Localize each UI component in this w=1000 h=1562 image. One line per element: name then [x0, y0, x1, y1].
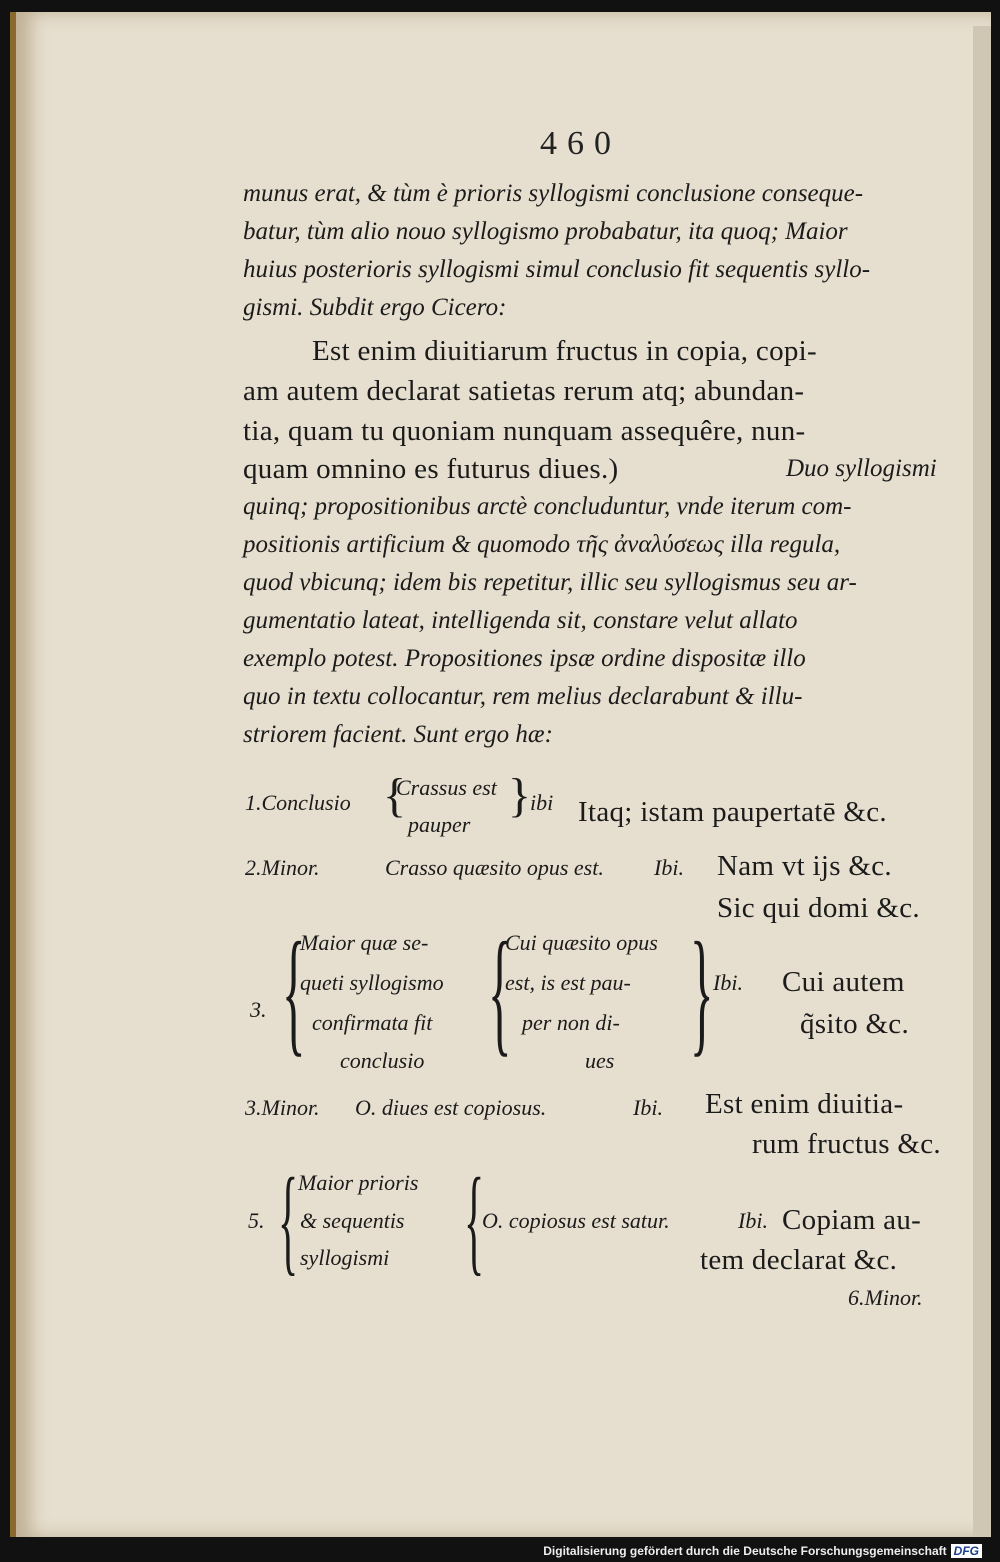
- row3-b-line: Cui quæsito opus: [505, 930, 658, 955]
- text-line: positionis artificium & quomodo τῆς ἀναλύσεως illa regula,: [243, 531, 841, 558]
- row1-number: 1.Conclusio: [245, 790, 351, 815]
- row4-number: 3.Minor.: [245, 1095, 320, 1120]
- row2-text: Nam vt ijs &c.: [717, 850, 892, 882]
- row5-text2: tem declarat &c.: [700, 1244, 898, 1276]
- middle-brace: {: [464, 1153, 485, 1286]
- right-brace: }: [508, 769, 532, 822]
- row3-a-line: Maior quæ se-: [300, 930, 429, 955]
- left-brace: {: [282, 914, 306, 1069]
- row2-number: 2.Minor.: [245, 855, 320, 880]
- quote-line: am autem declarat satietas rerum atq; abundan-: [243, 375, 805, 407]
- row3-a-line: conclusio: [340, 1048, 425, 1073]
- row5-number: 5.: [248, 1208, 265, 1233]
- row2-text2: Sic qui domi &c.: [717, 892, 920, 924]
- text-line: quo in textu collocantur, rem melius declarabunt & illu-: [243, 683, 803, 710]
- page-edge: [973, 26, 991, 1536]
- row1-predicate: pauper: [408, 812, 471, 837]
- quote-line: quam omnino es futurus diues.): [243, 453, 619, 485]
- row4-text: Est enim diuitia-: [705, 1088, 904, 1120]
- row3-text: Cui autem: [782, 966, 905, 998]
- right-brace: }: [690, 914, 714, 1069]
- quote-line: tia, quam tu quoniam nunquam assequêre, nun-: [243, 415, 806, 447]
- text-line: huius posterioris syllogismi simul conclusio fit sequentis syllo-: [243, 256, 871, 283]
- row1-subject: Crassus est: [396, 775, 497, 800]
- row4-ibi: Ibi.: [633, 1095, 663, 1120]
- row3-b-line: est, is est pau-: [505, 970, 631, 995]
- row2-ibi: Ibi.: [654, 855, 684, 880]
- row5-ibi: Ibi.: [738, 1208, 768, 1233]
- row2-proposition: Crasso quæsito opus est.: [385, 855, 604, 880]
- text-line: striorem facient. Sunt ergo hæ:: [243, 721, 553, 748]
- row5-a-line: & sequentis: [300, 1208, 405, 1233]
- row1-ibi: ibi: [530, 790, 554, 815]
- left-brace: {: [278, 1153, 299, 1286]
- text-line: batur, tùm alio nouo syllogismo probabatur, ita quoq; Maior: [243, 218, 848, 245]
- row1-text: Itaq; istam paupertatē &c.: [578, 796, 887, 828]
- row5-proposition: O. copiosus est satur.: [482, 1208, 670, 1233]
- text-line: Duo syllogismi: [786, 455, 937, 482]
- text-line: gumentatio lateat, intelligenda sit, constare velut allato: [243, 607, 798, 634]
- quote-line: Est enim diuitiarum fructus in copia, copi-: [312, 335, 817, 367]
- row3-text2: q̃sito &c.: [800, 1008, 910, 1040]
- text-line: quinq; propositionibus arctè concluduntur, vnde iterum com-: [243, 493, 852, 520]
- row4-text2: rum fructus &c.: [752, 1128, 941, 1160]
- row3-b-line: per non di-: [522, 1010, 620, 1035]
- dfg-logo: DFG: [951, 1544, 982, 1558]
- middle-brace: {: [488, 914, 512, 1069]
- text-line: munus erat, & tùm è prioris syllogismi conclusione conseque-: [243, 180, 864, 207]
- left-brace: {: [383, 769, 407, 822]
- row3-a-line: confirmata fit: [312, 1010, 433, 1035]
- row5-a-line: Maior prioris: [298, 1170, 419, 1195]
- row5-a-line: syllogismi: [300, 1245, 390, 1270]
- page-number: 460: [540, 125, 621, 162]
- text-line: quod vbicunq; idem bis repetitur, illic seu syllogismus seu ar-: [243, 569, 857, 596]
- text-line: gismi. Subdit ergo Cicero:: [243, 294, 507, 321]
- row5-text: Copiam au-: [782, 1204, 922, 1236]
- credit-text: Digitalisierung gefördert durch die Deutsche Forschungsgemeinschaft: [543, 1544, 947, 1558]
- text-line: exemplo potest. Propositiones ipsæ ordine dispositæ illo: [243, 645, 806, 672]
- row3-b-line: ues: [585, 1048, 615, 1073]
- row3-a-line: queti syllogismo: [300, 970, 444, 995]
- row3-number: 3.: [250, 997, 267, 1022]
- digitization-credit: [543, 1544, 982, 1558]
- row4-proposition: O. diues est copiosus.: [355, 1095, 547, 1120]
- catchword: 6.Minor.: [848, 1285, 923, 1310]
- row3-ibi: Ibi.: [713, 970, 743, 995]
